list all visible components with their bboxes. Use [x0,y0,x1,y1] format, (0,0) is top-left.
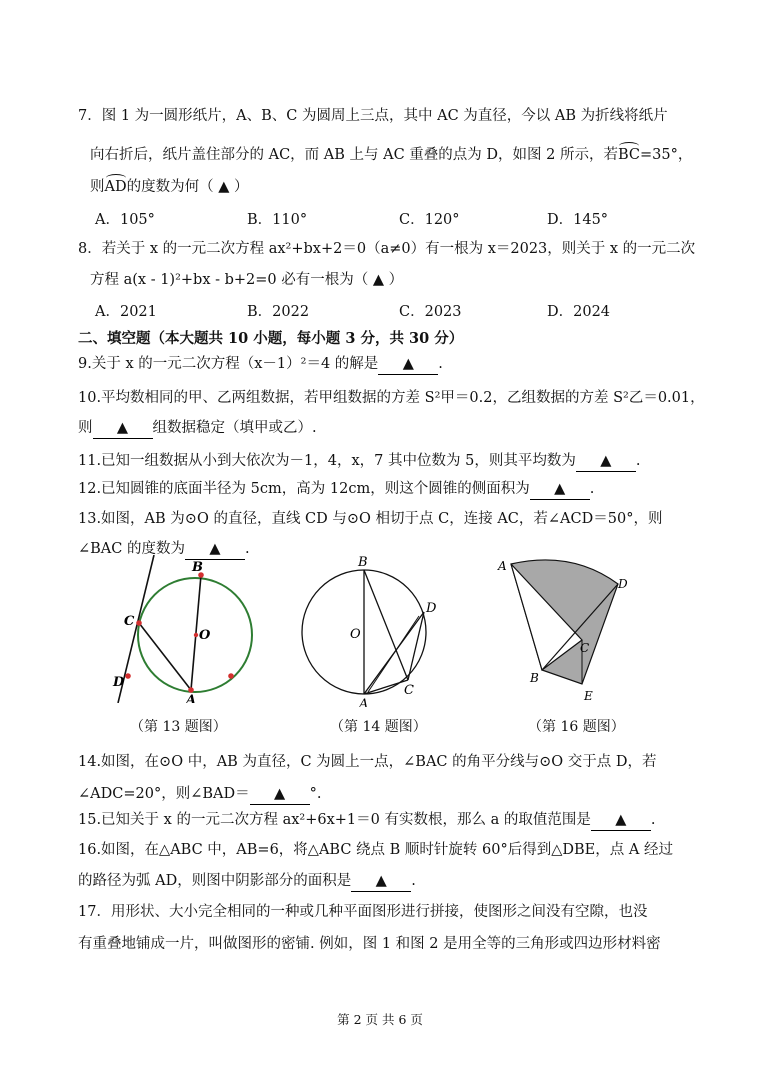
fig14-label-d: D [426,601,437,616]
fig14-label-c: C [404,683,414,698]
q8-option-b: B．2022 [247,304,310,320]
q16-end: . [411,873,416,889]
q12-end: . [589,481,595,497]
q10-line2a: 则 [78,420,93,436]
q8-option-a: A．2021 [95,304,157,320]
arc-bc: BC [617,147,641,163]
fig16-label-a: A [498,559,507,573]
fig16-label-c: C [580,641,590,655]
q8-option-c: C．2023 [399,304,462,320]
q13-blank: ▲ [185,539,245,560]
q16-blank: ▲ [351,871,411,892]
fig13-point-a [188,687,194,693]
q11-blank: ▲ [576,451,636,472]
fig13-point-c [136,620,142,626]
fig14-label-a: A [359,697,369,707]
fig13-label-o: O [199,628,211,643]
fig13-point-extra [228,673,234,679]
figure-14 [300,552,450,707]
q7-line3a: 则 [90,179,105,195]
q16-line2a: 的路径为弧 AD，则图中阴影部分的面积是 [78,873,352,889]
q14-blank: ▲ [250,784,310,805]
fig16-label-e: E [584,689,593,703]
q10-line2 [78,418,317,439]
q17-line1: 17．用形状、大小完全相同的一种或几种平面图形进行拼接，使图形之间没有空隙，也没 [78,904,648,920]
q15-end: . [650,812,656,828]
q9-text: 9.关于 x 的一元二次方程（x－1）²＝4 的解是 [78,356,379,372]
q10-line2b: 组数据稳定（填甲或乙）. [152,420,317,436]
q7-line2 [90,145,692,165]
fig13-point-o [194,633,198,637]
q11-text: 11.已知一组数据从小到大依次为－1，4，x，7 其中位数为 5，则其平均数为 [78,453,576,469]
q7-option-c: C．120° [399,212,460,228]
q12-blank: ▲ [530,479,590,500]
q12 [78,479,594,500]
fig16-label-b: B [530,671,539,685]
q13-end: . [244,541,250,557]
figure-16 [494,556,644,708]
fig16-caption: （第 16 题图） [528,719,625,735]
fig13-caption: （第 13 题图） [130,719,227,735]
fig16-label-d: D [618,577,628,591]
fig13-chord-ac [139,623,191,690]
figure-13 [104,555,264,703]
fig13-label-b: B [192,560,203,575]
fig14-chord-ac [364,680,408,694]
q11 [78,451,640,472]
q16-line2 [78,871,416,892]
fig13-label-a: A [186,693,197,703]
fig14-label-b: B [358,555,368,570]
fig13-point-d [125,673,131,679]
q7-line3b: 的度数为何（ ▲ ） [126,179,249,195]
q7-line2b: =35°， [640,147,693,163]
q7-line3 [90,177,248,197]
q11-end: . [635,453,641,469]
q14-line1: 14.如图，在⊙O 中，AB 为直径，C 为圆上一点，∠BAC 的角平分线与⊙O 交于点 D，若 [78,754,657,770]
q15-text: 15.已知关于 x 的一元二次方程 ax²+6x+1＝0 有实数根，那么 a 的取值范围是 [78,812,591,828]
q17-line2: 有重叠地铺成一片，叫做图形的密铺. 例如，图 1 和图 2 是用全等的三角形或四边形材料密 [78,936,661,952]
q14-end: °. [309,786,322,802]
q7-option-b: B．110° [247,212,308,228]
q9-end: . [438,356,443,372]
q8-line1: 8．若关于 x 的一元二次方程 ax²+bx+2＝0（a≠0）有一根为 x＝2023，则关于 x 的一元二次 [78,241,696,257]
page-footer: 第 2 页 共 6 页 [337,1012,423,1027]
q7-line1: 7．图 1 为一圆形纸片，A、B、C 为圆周上三点，其中 AC 为直径，今以 AB 为折线将纸片 [78,108,668,124]
fig14-label-o: O [350,627,361,642]
fig13-label-c: C [124,614,135,629]
section-2-heading: 二、填空题（本大题共 10 小题，每小题 3 分，共 30 分） [78,330,464,347]
q14-line2 [78,784,321,805]
q15-blank: ▲ [591,810,651,831]
q10-blank: ▲ [93,418,153,439]
q7-line2a: 向右折后，纸片盖住部分的 AC，而 AB 上与 AC 重叠的点为 D，如图 2 所示，若 [90,147,618,163]
q7-option-a: A．105° [95,212,155,228]
q12-text: 12.已知圆锥的底面半径为 5cm，高为 12cm，则这个圆锥的侧面积为 [78,481,530,497]
q9-blank: ▲ [378,354,438,375]
q9 [78,354,443,375]
q8-options [95,300,655,320]
q13-line1: 13.如图，AB 为⊙O 的直径，直线 CD 与⊙O 相切于点 C，连接 AC，若∠ACD＝50°，则 [78,511,663,527]
fig14-chord-inner [368,616,419,692]
fig13-label-d: D [113,675,125,690]
arc-ad: AD [104,179,127,195]
q8-line2: 方程 a(x - 1)²+bx - b+2=0 必有一根为（ ▲ ） [90,272,404,288]
q15 [78,810,655,831]
q8-option-d: D．2024 [547,304,611,320]
q10-line1: 10.平均数相同的甲、乙两组数据，若甲组数据的方差 S²甲＝0.2，乙组数据的方差 S²乙＝0.01， [78,390,705,406]
q7-option-d: D．145° [547,212,609,228]
q7-options [95,208,655,228]
q16-line1: 16.如图，在△ABC 中，AB=6，将△ABC 绕点 B 顺时针旋转 60°后得到△DBE，点 A 经过 [78,842,673,858]
q13-line2a: ∠BAC 的度数为 [78,541,185,557]
fig14-caption: （第 14 题图） [330,719,427,735]
q14-line2a: ∠ADC=20°，则∠BAD＝ [78,786,250,802]
